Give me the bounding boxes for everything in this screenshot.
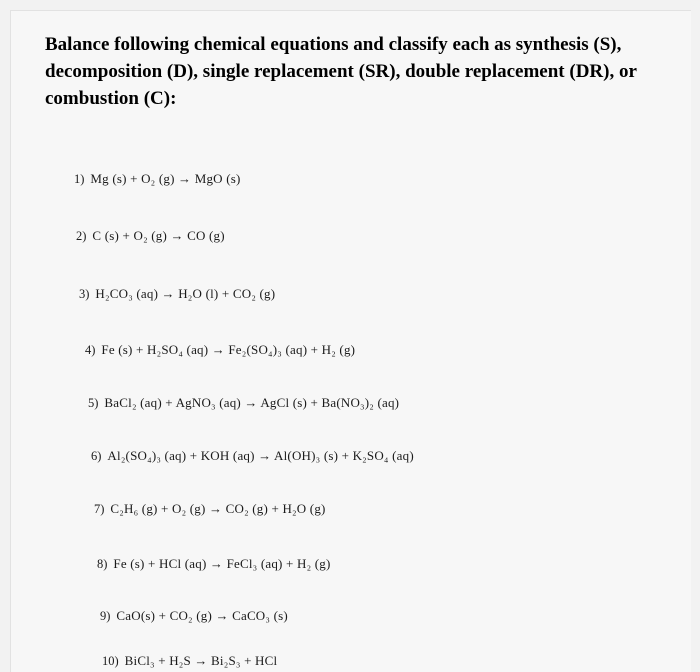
equation-5 <box>88 395 399 411</box>
equation-number: 4) <box>85 343 96 357</box>
equation-expression: C₂H₆ (g) + O₂ (g) → CO₂ (g) + H₂O (g) <box>110 501 326 516</box>
equation-number: 10) <box>102 654 119 668</box>
equation-1 <box>74 171 241 187</box>
equation-expression: Mg (s) + O₂ (g) → MgO (s) <box>90 171 241 186</box>
equation-7 <box>94 501 326 517</box>
equation-number: 7) <box>94 502 105 516</box>
equation-expression: Fe (s) + H₂SO₄ (aq) → Fe₂(SO₄)₃ (aq) + H₂ (g) <box>101 342 356 357</box>
equation-expression: CaO(s) + CO₂ (g) → CaCO₃ (s) <box>116 608 288 623</box>
equation-10 <box>102 653 277 669</box>
equation-expression: Fe (s) + HCl (aq) → FeCl₃ (aq) + H₂ (g) <box>113 556 331 571</box>
equation-number: 3) <box>79 287 90 301</box>
equation-8 <box>97 556 331 572</box>
equation-number: 2) <box>76 229 87 243</box>
worksheet-page <box>10 10 691 672</box>
equation-number: 6) <box>91 449 102 463</box>
equation-2 <box>76 228 225 244</box>
equation-expression: BiCl₃ + H₂S → Bi₂S₃ + HCl <box>124 653 278 668</box>
equation-expression: BaCl₂ (aq) + AgNO₃ (aq) → AgCl (s) + Ba(NO₃)₂ (aq) <box>104 395 400 410</box>
equation-number: 9) <box>100 609 111 623</box>
equation-3 <box>79 286 275 302</box>
equation-number: 5) <box>88 396 99 410</box>
equation-4 <box>85 342 355 358</box>
equation-number: 1) <box>74 172 85 186</box>
instructions-heading: Balance following chemical equations and classify each as synthesis (S), decomposition (D), single replacement (SR), double replacement (DR), or combustion (C): <box>45 34 637 109</box>
equation-9 <box>100 608 288 624</box>
equation-expression: H₂CO₃ (aq) → H₂O (l) + CO₂ (g) <box>95 286 276 301</box>
equation-expression: C (s) + O₂ (g) → CO (g) <box>92 228 225 243</box>
equation-number: 8) <box>97 557 108 571</box>
equation-expression: Al₂(SO₄)₃ (aq) + KOH (aq) → Al(OH)₃ (s) + K₂SO₄ (aq) <box>107 448 414 463</box>
equation-6 <box>91 448 414 464</box>
